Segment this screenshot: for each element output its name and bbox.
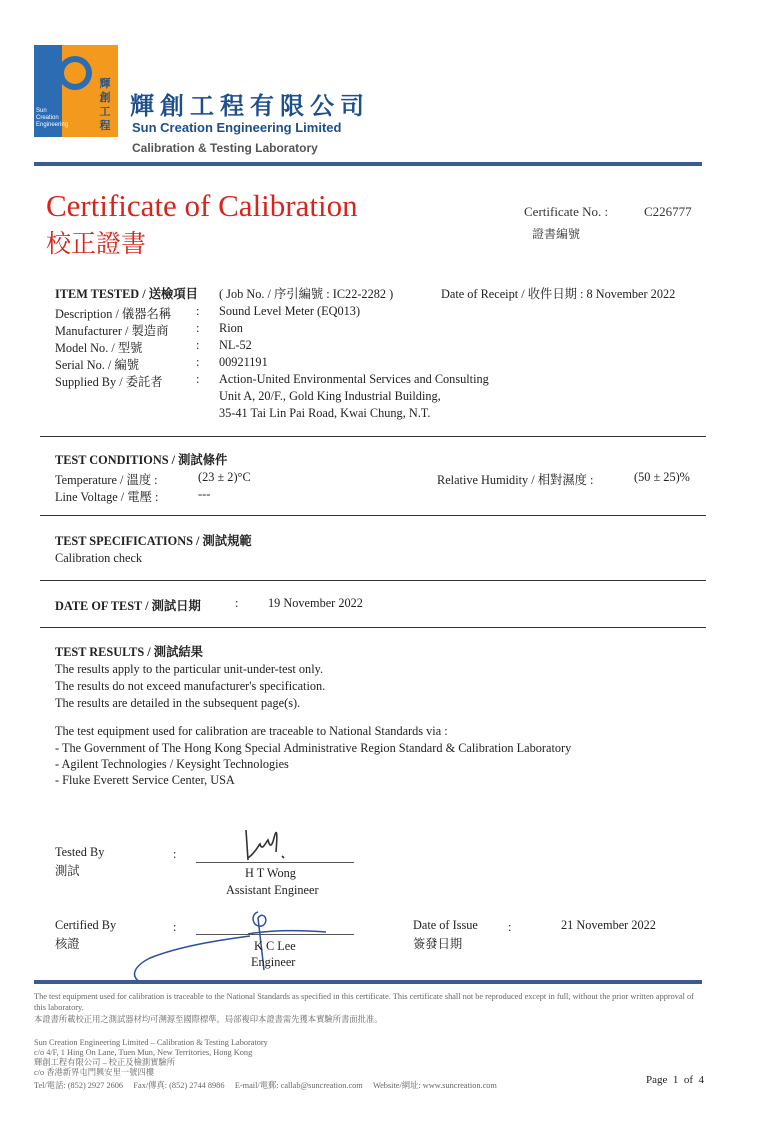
footer-contact: Tel/電話: (852) 2927 2606 Fax/傳真: (852) 2744 8986 E-mail/電郵: callab@suncreation.com Website/網址: www.suncreation.com [34, 1081, 497, 1090]
logo-english-text: Sun Creation Engineering [36, 108, 69, 128]
header-divider [34, 162, 702, 166]
colon: : [508, 920, 512, 934]
result-line: The results are detailed in the subsequent page(s). [55, 696, 301, 710]
certified-by-label-chinese: 核證 [55, 937, 80, 951]
logo-chinese-chars: 輝 創 工 程 [99, 78, 111, 132]
footer-address-line: 輝創工程有限公司 – 校正及檢測實驗所 [34, 1058, 176, 1067]
description-label: Description / 儀器名稱 [55, 307, 172, 321]
tested-by-label: Tested By [55, 845, 105, 859]
footer-disclaimer-chinese: 本證書所載校正用之測試器材均可溯源至國際標準。局部複印本證書需先獲本實驗所書面批准。 [34, 1015, 383, 1024]
supplied-by-value: Action-United Environmental Services and Consulting [219, 372, 489, 386]
footer-divider [34, 980, 702, 984]
traceable-item: - The Government of The Hong Kong Special Administrative Region Standard & Calibration Laboratory [55, 741, 572, 755]
certificate-number-label: Certificate No. : [524, 204, 609, 219]
laboratory-name: Calibration & Testing Laboratory [132, 141, 318, 155]
footer-address-line: c/o 4/F, 1 Hing On Lane, Tuen Mun, New Territories, Hong Kong [34, 1048, 253, 1057]
section-divider [40, 627, 706, 628]
test-specifications-heading: TEST SPECIFICATIONS / 測試規範 [55, 534, 252, 548]
section-divider [40, 515, 706, 516]
address-line: Unit A, 20/F., Gold King Industrial Building, [219, 389, 441, 403]
certified-by-name: K C Lee [254, 939, 296, 953]
date-of-test-value: 19 November 2022 [268, 596, 363, 610]
colon: : [196, 321, 200, 335]
model-value: NL-52 [219, 338, 252, 352]
colon: : [235, 596, 239, 610]
line-voltage-value: --- [198, 487, 211, 501]
address-line: 35-41 Tai Lin Pai Road, Kwai Chung, N.T. [219, 406, 431, 420]
job-number: ( Job No. / 序引編號 : IC22-2282 ) [219, 287, 394, 301]
model-label: Model No. / 型號 [55, 341, 143, 355]
logo-circle-inner [64, 62, 86, 84]
certified-by-signature-line [196, 934, 354, 935]
humidity-value: (50 ± 25)% [634, 470, 690, 484]
result-line: The results do not exceed manufacturer's specification. [55, 679, 326, 693]
test-conditions-heading: TEST CONDITIONS / 測試條件 [55, 453, 228, 467]
result-line: The results apply to the particular unit-under-test only. [55, 662, 324, 676]
temperature-label: Temperature / 溫度 : [55, 473, 158, 487]
certificate-title-chinese: 校正證書 [46, 229, 147, 258]
traceable-intro: The test equipment used for calibration are traceable to National Standards via : [55, 724, 448, 738]
date-of-issue-label: Date of Issue [413, 918, 478, 932]
certificate-number-label-chinese: 證書編號 [532, 227, 581, 241]
manufacturer-label: Manufacturer / 製造商 [55, 324, 169, 338]
test-results-heading: TEST RESULTS / 測試結果 [55, 645, 203, 659]
colon: : [173, 920, 177, 934]
colon: : [196, 304, 200, 318]
date-of-issue-label-chinese: 簽發日期 [413, 937, 463, 951]
line-voltage-label: Line Voltage / 電壓 : [55, 490, 159, 504]
date-of-test-heading: DATE OF TEST / 測試日期 [55, 599, 201, 613]
colon: : [196, 372, 200, 386]
colon: : [196, 355, 200, 369]
certificate-title: Certificate of Calibration [46, 188, 358, 223]
section-divider [40, 436, 706, 437]
tested-by-name: H T Wong [245, 866, 296, 880]
humidity-label: Relative Humidity / 相對濕度 : [437, 473, 594, 487]
tested-by-label-chinese: 測試 [55, 864, 80, 878]
company-name-english: Sun Creation Engineering Limited [132, 120, 342, 135]
tested-by-title: Assistant Engineer [226, 883, 319, 897]
serial-value: 00921191 [219, 355, 268, 369]
test-specifications-text: Calibration check [55, 551, 143, 565]
page-number: Page 1 of 4 [646, 1074, 705, 1086]
supplied-by-label: Supplied By / 委託者 [55, 375, 163, 389]
footer-address-line: Sun Creation Engineering Limited – Calibration & Testing Laboratory [34, 1038, 268, 1047]
description-value: Sound Level Meter (EQ013) [219, 304, 361, 318]
traceable-item: - Fluke Everett Service Center, USA [55, 773, 235, 787]
colon: : [196, 338, 200, 352]
manufacturer-value: Rion [219, 321, 243, 335]
certified-by-title: Engineer [251, 955, 296, 969]
date-of-issue-value: 21 November 2022 [561, 918, 656, 932]
tested-by-signature-line [196, 862, 354, 863]
certified-by-signature [130, 906, 330, 988]
section-divider [40, 580, 706, 581]
tested-by-signature [236, 822, 306, 864]
footer-disclaimer: The test equipment used for calibration is traceable to the National Standards as specified in this certificate. This certificate shall not be reproduced except in full, without the prior written approval of this laboratory. [34, 992, 694, 1012]
date-of-receipt: Date of Receipt / 收件日期 : 8 November 2022 [441, 287, 676, 301]
serial-label: Serial No. / 編號 [55, 358, 140, 372]
certified-by-label: Certified By [55, 918, 117, 932]
colon: : [173, 847, 177, 861]
company-name-chinese: 輝創工程有限公司 [130, 92, 370, 120]
traceable-item: - Agilent Technologies / Keysight Technologies [55, 757, 289, 771]
item-tested-heading: ITEM TESTED / 送檢項目 [55, 287, 198, 301]
certificate-number-value: C226777 [644, 204, 692, 219]
temperature-value: (23 ± 2)°C [198, 470, 251, 484]
footer-address-line: c/o 香港新界屯門興安里一號四樓 [34, 1068, 155, 1077]
